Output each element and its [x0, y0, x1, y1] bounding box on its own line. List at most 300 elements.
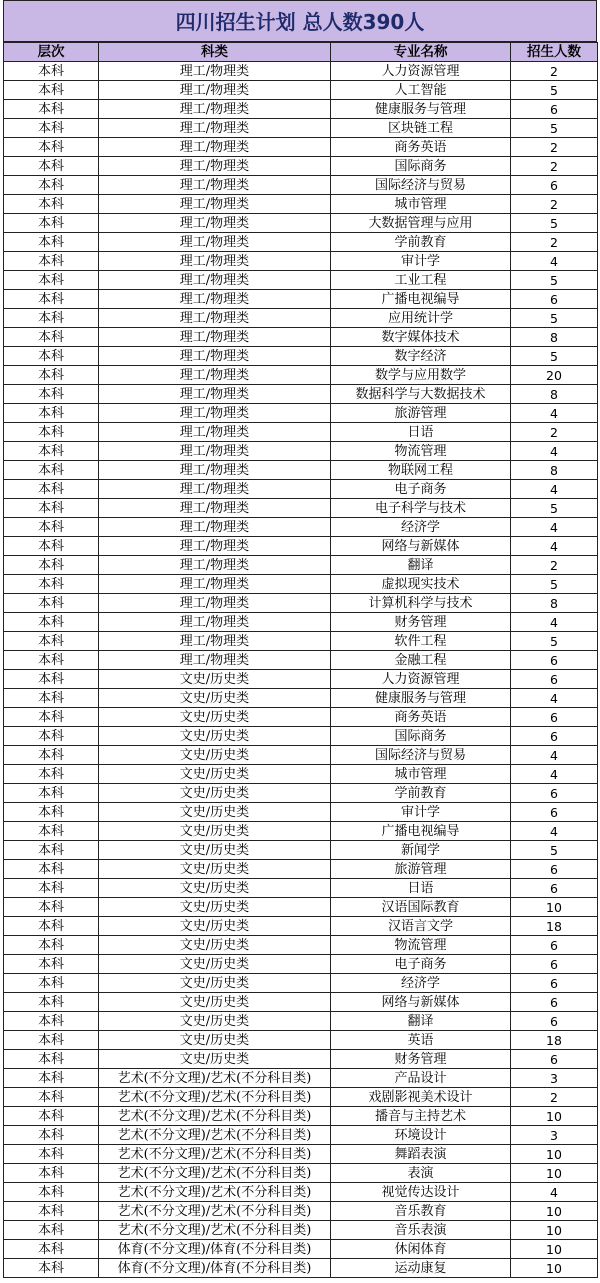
- table-row: [4, 233, 598, 252]
- cell-quota: 6: [511, 100, 598, 119]
- table-row: [4, 404, 598, 423]
- table-row: [4, 309, 598, 328]
- cell-level: 本科: [4, 157, 99, 176]
- cell-level: 本科: [4, 1126, 99, 1145]
- cell-category: 文史/历史类: [99, 993, 331, 1012]
- cell-major: 物流管理: [331, 936, 511, 955]
- cell-category: 艺术(不分文理)/艺术(不分科目类): [99, 1183, 331, 1202]
- cell-category: 艺术(不分文理)/艺术(不分科目类): [99, 1107, 331, 1126]
- cell-level: 本科: [4, 176, 99, 195]
- cell-major: 计算机科学与技术: [331, 594, 511, 613]
- cell-quota: 4: [511, 537, 598, 556]
- cell-major: 大数据管理与应用: [331, 214, 511, 233]
- cell-quota: 3: [511, 1126, 598, 1145]
- cell-category: 理工/物理类: [99, 347, 331, 366]
- cell-major: 人力资源管理: [331, 670, 511, 689]
- table-row: [4, 974, 598, 993]
- cell-category: 文史/历史类: [99, 803, 331, 822]
- table-row: [4, 100, 598, 119]
- cell-major: 英语: [331, 1031, 511, 1050]
- cell-category: 理工/物理类: [99, 195, 331, 214]
- cell-quota: 6: [511, 860, 598, 879]
- cell-level: 本科: [4, 936, 99, 955]
- cell-category: 理工/物理类: [99, 328, 331, 347]
- cell-major: 审计学: [331, 252, 511, 271]
- cell-quota: 5: [511, 81, 598, 100]
- cell-quota: 5: [511, 632, 598, 651]
- cell-major: 人力资源管理: [331, 62, 511, 81]
- table-row: [4, 765, 598, 784]
- table-row: [4, 879, 598, 898]
- table-row: [4, 613, 598, 632]
- cell-quota: 5: [511, 119, 598, 138]
- table-body: [4, 62, 598, 1278]
- table-row: [4, 461, 598, 480]
- cell-quota: 4: [511, 689, 598, 708]
- table-row: [4, 385, 598, 404]
- table-row: [4, 1240, 598, 1259]
- cell-level: 本科: [4, 252, 99, 271]
- cell-level: 本科: [4, 898, 99, 917]
- cell-major: 电子商务: [331, 955, 511, 974]
- cell-quota: 4: [511, 518, 598, 537]
- cell-quota: 6: [511, 879, 598, 898]
- cell-level: 本科: [4, 1183, 99, 1202]
- cell-level: 本科: [4, 632, 99, 651]
- cell-category: 文史/历史类: [99, 689, 331, 708]
- cell-category: 理工/物理类: [99, 518, 331, 537]
- cell-category: 艺术(不分文理)/艺术(不分科目类): [99, 1088, 331, 1107]
- table-row: [4, 1202, 598, 1221]
- cell-category: 理工/物理类: [99, 290, 331, 309]
- cell-category: 文史/历史类: [99, 879, 331, 898]
- cell-level: 本科: [4, 689, 99, 708]
- table-row: [4, 1107, 598, 1126]
- cell-major: 工业工程: [331, 271, 511, 290]
- table-row: [4, 537, 598, 556]
- cell-major: 翻译: [331, 556, 511, 575]
- cell-level: 本科: [4, 195, 99, 214]
- cell-level: 本科: [4, 1145, 99, 1164]
- table-row: [4, 195, 598, 214]
- header-category: 科类: [99, 43, 331, 62]
- table-row: [4, 119, 598, 138]
- cell-level: 本科: [4, 499, 99, 518]
- header-quota: 招生人数: [511, 43, 598, 62]
- cell-level: 本科: [4, 746, 99, 765]
- cell-quota: 4: [511, 613, 598, 632]
- cell-major: 区块链工程: [331, 119, 511, 138]
- cell-quota: 3: [511, 1069, 598, 1088]
- table-row: [4, 176, 598, 195]
- cell-quota: 5: [511, 347, 598, 366]
- cell-major: 电子商务: [331, 480, 511, 499]
- cell-category: 理工/物理类: [99, 62, 331, 81]
- cell-level: 本科: [4, 1050, 99, 1069]
- cell-major: 汉语国际教育: [331, 898, 511, 917]
- cell-quota: 2: [511, 138, 598, 157]
- cell-quota: 2: [511, 62, 598, 81]
- cell-category: 理工/物理类: [99, 271, 331, 290]
- table-row: [4, 898, 598, 917]
- table-row: [4, 1126, 598, 1145]
- cell-level: 本科: [4, 119, 99, 138]
- cell-quota: 2: [511, 1088, 598, 1107]
- table-row: [4, 1183, 598, 1202]
- cell-quota: 2: [511, 233, 598, 252]
- cell-quota: 4: [511, 1183, 598, 1202]
- cell-major: 商务英语: [331, 708, 511, 727]
- cell-level: 本科: [4, 1259, 99, 1278]
- cell-major: 运动康复: [331, 1259, 511, 1278]
- cell-major: 数字媒体技术: [331, 328, 511, 347]
- cell-major: 金融工程: [331, 651, 511, 670]
- table-row: [4, 727, 598, 746]
- cell-category: 理工/物理类: [99, 81, 331, 100]
- cell-level: 本科: [4, 328, 99, 347]
- cell-quota: 5: [511, 214, 598, 233]
- cell-quota: 5: [511, 575, 598, 594]
- cell-level: 本科: [4, 974, 99, 993]
- cell-category: 理工/物理类: [99, 119, 331, 138]
- cell-major: 应用统计学: [331, 309, 511, 328]
- cell-category: 理工/物理类: [99, 233, 331, 252]
- cell-major: 国际经济与贸易: [331, 746, 511, 765]
- cell-category: 理工/物理类: [99, 651, 331, 670]
- table-row: [4, 1164, 598, 1183]
- cell-major: 网络与新媒体: [331, 993, 511, 1012]
- cell-level: 本科: [4, 214, 99, 233]
- table-row: [4, 423, 598, 442]
- cell-category: 理工/物理类: [99, 138, 331, 157]
- cell-quota: 4: [511, 765, 598, 784]
- cell-category: 文史/历史类: [99, 898, 331, 917]
- cell-level: 本科: [4, 138, 99, 157]
- cell-category: 文史/历史类: [99, 670, 331, 689]
- cell-category: 理工/物理类: [99, 499, 331, 518]
- cell-category: 文史/历史类: [99, 841, 331, 860]
- cell-level: 本科: [4, 727, 99, 746]
- table-row: [4, 784, 598, 803]
- table-row: [4, 271, 598, 290]
- cell-quota: 4: [511, 252, 598, 271]
- cell-quota: 10: [511, 1221, 598, 1240]
- cell-level: 本科: [4, 271, 99, 290]
- cell-level: 本科: [4, 309, 99, 328]
- cell-quota: 2: [511, 556, 598, 575]
- cell-level: 本科: [4, 784, 99, 803]
- table-row: [4, 518, 598, 537]
- table-row: [4, 1031, 598, 1050]
- cell-major: 旅游管理: [331, 860, 511, 879]
- cell-level: 本科: [4, 385, 99, 404]
- table-row: [4, 575, 598, 594]
- cell-quota: 4: [511, 822, 598, 841]
- cell-category: 文史/历史类: [99, 1050, 331, 1069]
- cell-level: 本科: [4, 594, 99, 613]
- cell-category: 文史/历史类: [99, 974, 331, 993]
- cell-major: 商务英语: [331, 138, 511, 157]
- cell-category: 艺术(不分文理)/艺术(不分科目类): [99, 1126, 331, 1145]
- cell-major: 人工智能: [331, 81, 511, 100]
- cell-quota: 10: [511, 1202, 598, 1221]
- cell-level: 本科: [4, 537, 99, 556]
- cell-category: 艺术(不分文理)/艺术(不分科目类): [99, 1145, 331, 1164]
- cell-level: 本科: [4, 233, 99, 252]
- table-row: [4, 499, 598, 518]
- cell-quota: 2: [511, 157, 598, 176]
- cell-level: 本科: [4, 1012, 99, 1031]
- table-row: [4, 651, 598, 670]
- cell-major: 汉语言文学: [331, 917, 511, 936]
- cell-major: 音乐表演: [331, 1221, 511, 1240]
- cell-level: 本科: [4, 822, 99, 841]
- cell-major: 表演: [331, 1164, 511, 1183]
- table-row: [4, 62, 598, 81]
- cell-quota: 6: [511, 1012, 598, 1031]
- header-level: 层次: [4, 43, 99, 62]
- cell-major: 国际商务: [331, 157, 511, 176]
- cell-quota: 8: [511, 328, 598, 347]
- cell-major: 网络与新媒体: [331, 537, 511, 556]
- table-row: [4, 252, 598, 271]
- cell-level: 本科: [4, 1221, 99, 1240]
- cell-category: 理工/物理类: [99, 252, 331, 271]
- cell-major: 数字经济: [331, 347, 511, 366]
- cell-category: 文史/历史类: [99, 860, 331, 879]
- cell-quota: 6: [511, 727, 598, 746]
- cell-quota: 18: [511, 917, 598, 936]
- cell-category: 理工/物理类: [99, 575, 331, 594]
- cell-quota: 6: [511, 803, 598, 822]
- table-row: [4, 556, 598, 575]
- cell-quota: 6: [511, 708, 598, 727]
- cell-major: 学前教育: [331, 784, 511, 803]
- cell-level: 本科: [4, 423, 99, 442]
- sheet-title: 四川招生计划 总人数390人: [3, 0, 597, 42]
- cell-quota: 5: [511, 841, 598, 860]
- cell-category: 文史/历史类: [99, 1031, 331, 1050]
- cell-major: 电子科学与技术: [331, 499, 511, 518]
- cell-major: 虚拟现实技术: [331, 575, 511, 594]
- table-row: [4, 803, 598, 822]
- cell-category: 文史/历史类: [99, 822, 331, 841]
- table-row: [4, 157, 598, 176]
- cell-major: 戏剧影视美术设计: [331, 1088, 511, 1107]
- cell-major: 健康服务与管理: [331, 100, 511, 119]
- cell-major: 翻译: [331, 1012, 511, 1031]
- cell-major: 数据科学与大数据技术: [331, 385, 511, 404]
- cell-quota: 8: [511, 594, 598, 613]
- cell-quota: 6: [511, 974, 598, 993]
- cell-level: 本科: [4, 955, 99, 974]
- cell-category: 理工/物理类: [99, 214, 331, 233]
- cell-category: 文史/历史类: [99, 765, 331, 784]
- table-row: [4, 670, 598, 689]
- cell-quota: 8: [511, 385, 598, 404]
- enrollment-sheet: [3, 0, 597, 1278]
- cell-level: 本科: [4, 1164, 99, 1183]
- header-major: 专业名称: [331, 43, 511, 62]
- cell-category: 体育(不分文理)/体育(不分科目类): [99, 1259, 331, 1278]
- table-row: [4, 1145, 598, 1164]
- cell-category: 理工/物理类: [99, 157, 331, 176]
- table-row: [4, 860, 598, 879]
- cell-category: 体育(不分文理)/体育(不分科目类): [99, 1240, 331, 1259]
- table-row: [4, 917, 598, 936]
- cell-major: 国际经济与贸易: [331, 176, 511, 195]
- cell-quota: 10: [511, 1164, 598, 1183]
- cell-quota: 2: [511, 423, 598, 442]
- cell-quota: 20: [511, 366, 598, 385]
- table-row: [4, 290, 598, 309]
- cell-major: 财务管理: [331, 613, 511, 632]
- cell-quota: 4: [511, 442, 598, 461]
- cell-level: 本科: [4, 879, 99, 898]
- cell-level: 本科: [4, 1107, 99, 1126]
- table-row: [4, 81, 598, 100]
- cell-level: 本科: [4, 670, 99, 689]
- table-row: [4, 689, 598, 708]
- cell-level: 本科: [4, 765, 99, 784]
- table-row: [4, 746, 598, 765]
- cell-level: 本科: [4, 575, 99, 594]
- cell-major: 数学与应用数学: [331, 366, 511, 385]
- cell-level: 本科: [4, 366, 99, 385]
- table-row: [4, 841, 598, 860]
- cell-level: 本科: [4, 461, 99, 480]
- cell-quota: 5: [511, 271, 598, 290]
- cell-major: 审计学: [331, 803, 511, 822]
- table-row: [4, 1050, 598, 1069]
- cell-category: 艺术(不分文理)/艺术(不分科目类): [99, 1164, 331, 1183]
- cell-category: 理工/物理类: [99, 423, 331, 442]
- cell-major: 日语: [331, 879, 511, 898]
- cell-major: 舞蹈表演: [331, 1145, 511, 1164]
- cell-quota: 8: [511, 461, 598, 480]
- cell-level: 本科: [4, 480, 99, 499]
- cell-level: 本科: [4, 1031, 99, 1050]
- cell-major: 播音与主持艺术: [331, 1107, 511, 1126]
- cell-level: 本科: [4, 556, 99, 575]
- table-row: [4, 328, 598, 347]
- cell-level: 本科: [4, 841, 99, 860]
- cell-quota: 6: [511, 290, 598, 309]
- cell-major: 环境设计: [331, 1126, 511, 1145]
- cell-quota: 10: [511, 1259, 598, 1278]
- cell-category: 文史/历史类: [99, 727, 331, 746]
- table-row: [4, 442, 598, 461]
- cell-level: 本科: [4, 347, 99, 366]
- table-row: [4, 955, 598, 974]
- cell-category: 理工/物理类: [99, 594, 331, 613]
- table-row: [4, 594, 598, 613]
- cell-major: 广播电视编导: [331, 822, 511, 841]
- table-row: [4, 822, 598, 841]
- cell-level: 本科: [4, 917, 99, 936]
- cell-category: 文史/历史类: [99, 955, 331, 974]
- cell-category: 理工/物理类: [99, 366, 331, 385]
- cell-major: 经济学: [331, 974, 511, 993]
- enrollment-table: [3, 42, 598, 1278]
- cell-level: 本科: [4, 442, 99, 461]
- table-row: [4, 936, 598, 955]
- cell-major: 物流管理: [331, 442, 511, 461]
- table-row: [4, 1012, 598, 1031]
- table-row: [4, 214, 598, 233]
- cell-category: 理工/物理类: [99, 461, 331, 480]
- table-row: [4, 632, 598, 651]
- cell-quota: 4: [511, 746, 598, 765]
- cell-quota: 5: [511, 309, 598, 328]
- cell-quota: 10: [511, 898, 598, 917]
- cell-quota: 6: [511, 936, 598, 955]
- cell-major: 音乐教育: [331, 1202, 511, 1221]
- cell-category: 理工/物理类: [99, 537, 331, 556]
- cell-major: 健康服务与管理: [331, 689, 511, 708]
- cell-level: 本科: [4, 993, 99, 1012]
- cell-major: 城市管理: [331, 765, 511, 784]
- cell-category: 理工/物理类: [99, 385, 331, 404]
- cell-level: 本科: [4, 803, 99, 822]
- cell-quota: 6: [511, 176, 598, 195]
- table-row: [4, 1221, 598, 1240]
- cell-category: 理工/物理类: [99, 480, 331, 499]
- cell-level: 本科: [4, 290, 99, 309]
- table-row: [4, 347, 598, 366]
- cell-category: 文史/历史类: [99, 936, 331, 955]
- cell-quota: 6: [511, 670, 598, 689]
- cell-quota: 4: [511, 480, 598, 499]
- cell-level: 本科: [4, 1069, 99, 1088]
- cell-level: 本科: [4, 404, 99, 423]
- cell-quota: 6: [511, 1050, 598, 1069]
- table-row: [4, 138, 598, 157]
- cell-major: 物联网工程: [331, 461, 511, 480]
- cell-major: 财务管理: [331, 1050, 511, 1069]
- cell-major: 休闲体育: [331, 1240, 511, 1259]
- cell-category: 理工/物理类: [99, 442, 331, 461]
- cell-major: 视觉传达设计: [331, 1183, 511, 1202]
- cell-major: 日语: [331, 423, 511, 442]
- cell-category: 艺术(不分文理)/艺术(不分科目类): [99, 1069, 331, 1088]
- cell-category: 理工/物理类: [99, 632, 331, 651]
- cell-category: 文史/历史类: [99, 708, 331, 727]
- cell-level: 本科: [4, 1088, 99, 1107]
- cell-level: 本科: [4, 613, 99, 632]
- cell-quota: 2: [511, 195, 598, 214]
- cell-major: 城市管理: [331, 195, 511, 214]
- cell-category: 艺术(不分文理)/艺术(不分科目类): [99, 1202, 331, 1221]
- cell-category: 理工/物理类: [99, 100, 331, 119]
- cell-quota: 4: [511, 404, 598, 423]
- cell-quota: 5: [511, 499, 598, 518]
- table-row: [4, 1088, 598, 1107]
- table-row: [4, 993, 598, 1012]
- cell-major: 产品设计: [331, 1069, 511, 1088]
- cell-level: 本科: [4, 860, 99, 879]
- cell-level: 本科: [4, 1240, 99, 1259]
- cell-major: 新闻学: [331, 841, 511, 860]
- cell-quota: 10: [511, 1240, 598, 1259]
- table-row: [4, 480, 598, 499]
- cell-category: 艺术(不分文理)/艺术(不分科目类): [99, 1221, 331, 1240]
- cell-quota: 18: [511, 1031, 598, 1050]
- cell-quota: 6: [511, 993, 598, 1012]
- cell-category: 理工/物理类: [99, 613, 331, 632]
- cell-major: 学前教育: [331, 233, 511, 252]
- cell-level: 本科: [4, 518, 99, 537]
